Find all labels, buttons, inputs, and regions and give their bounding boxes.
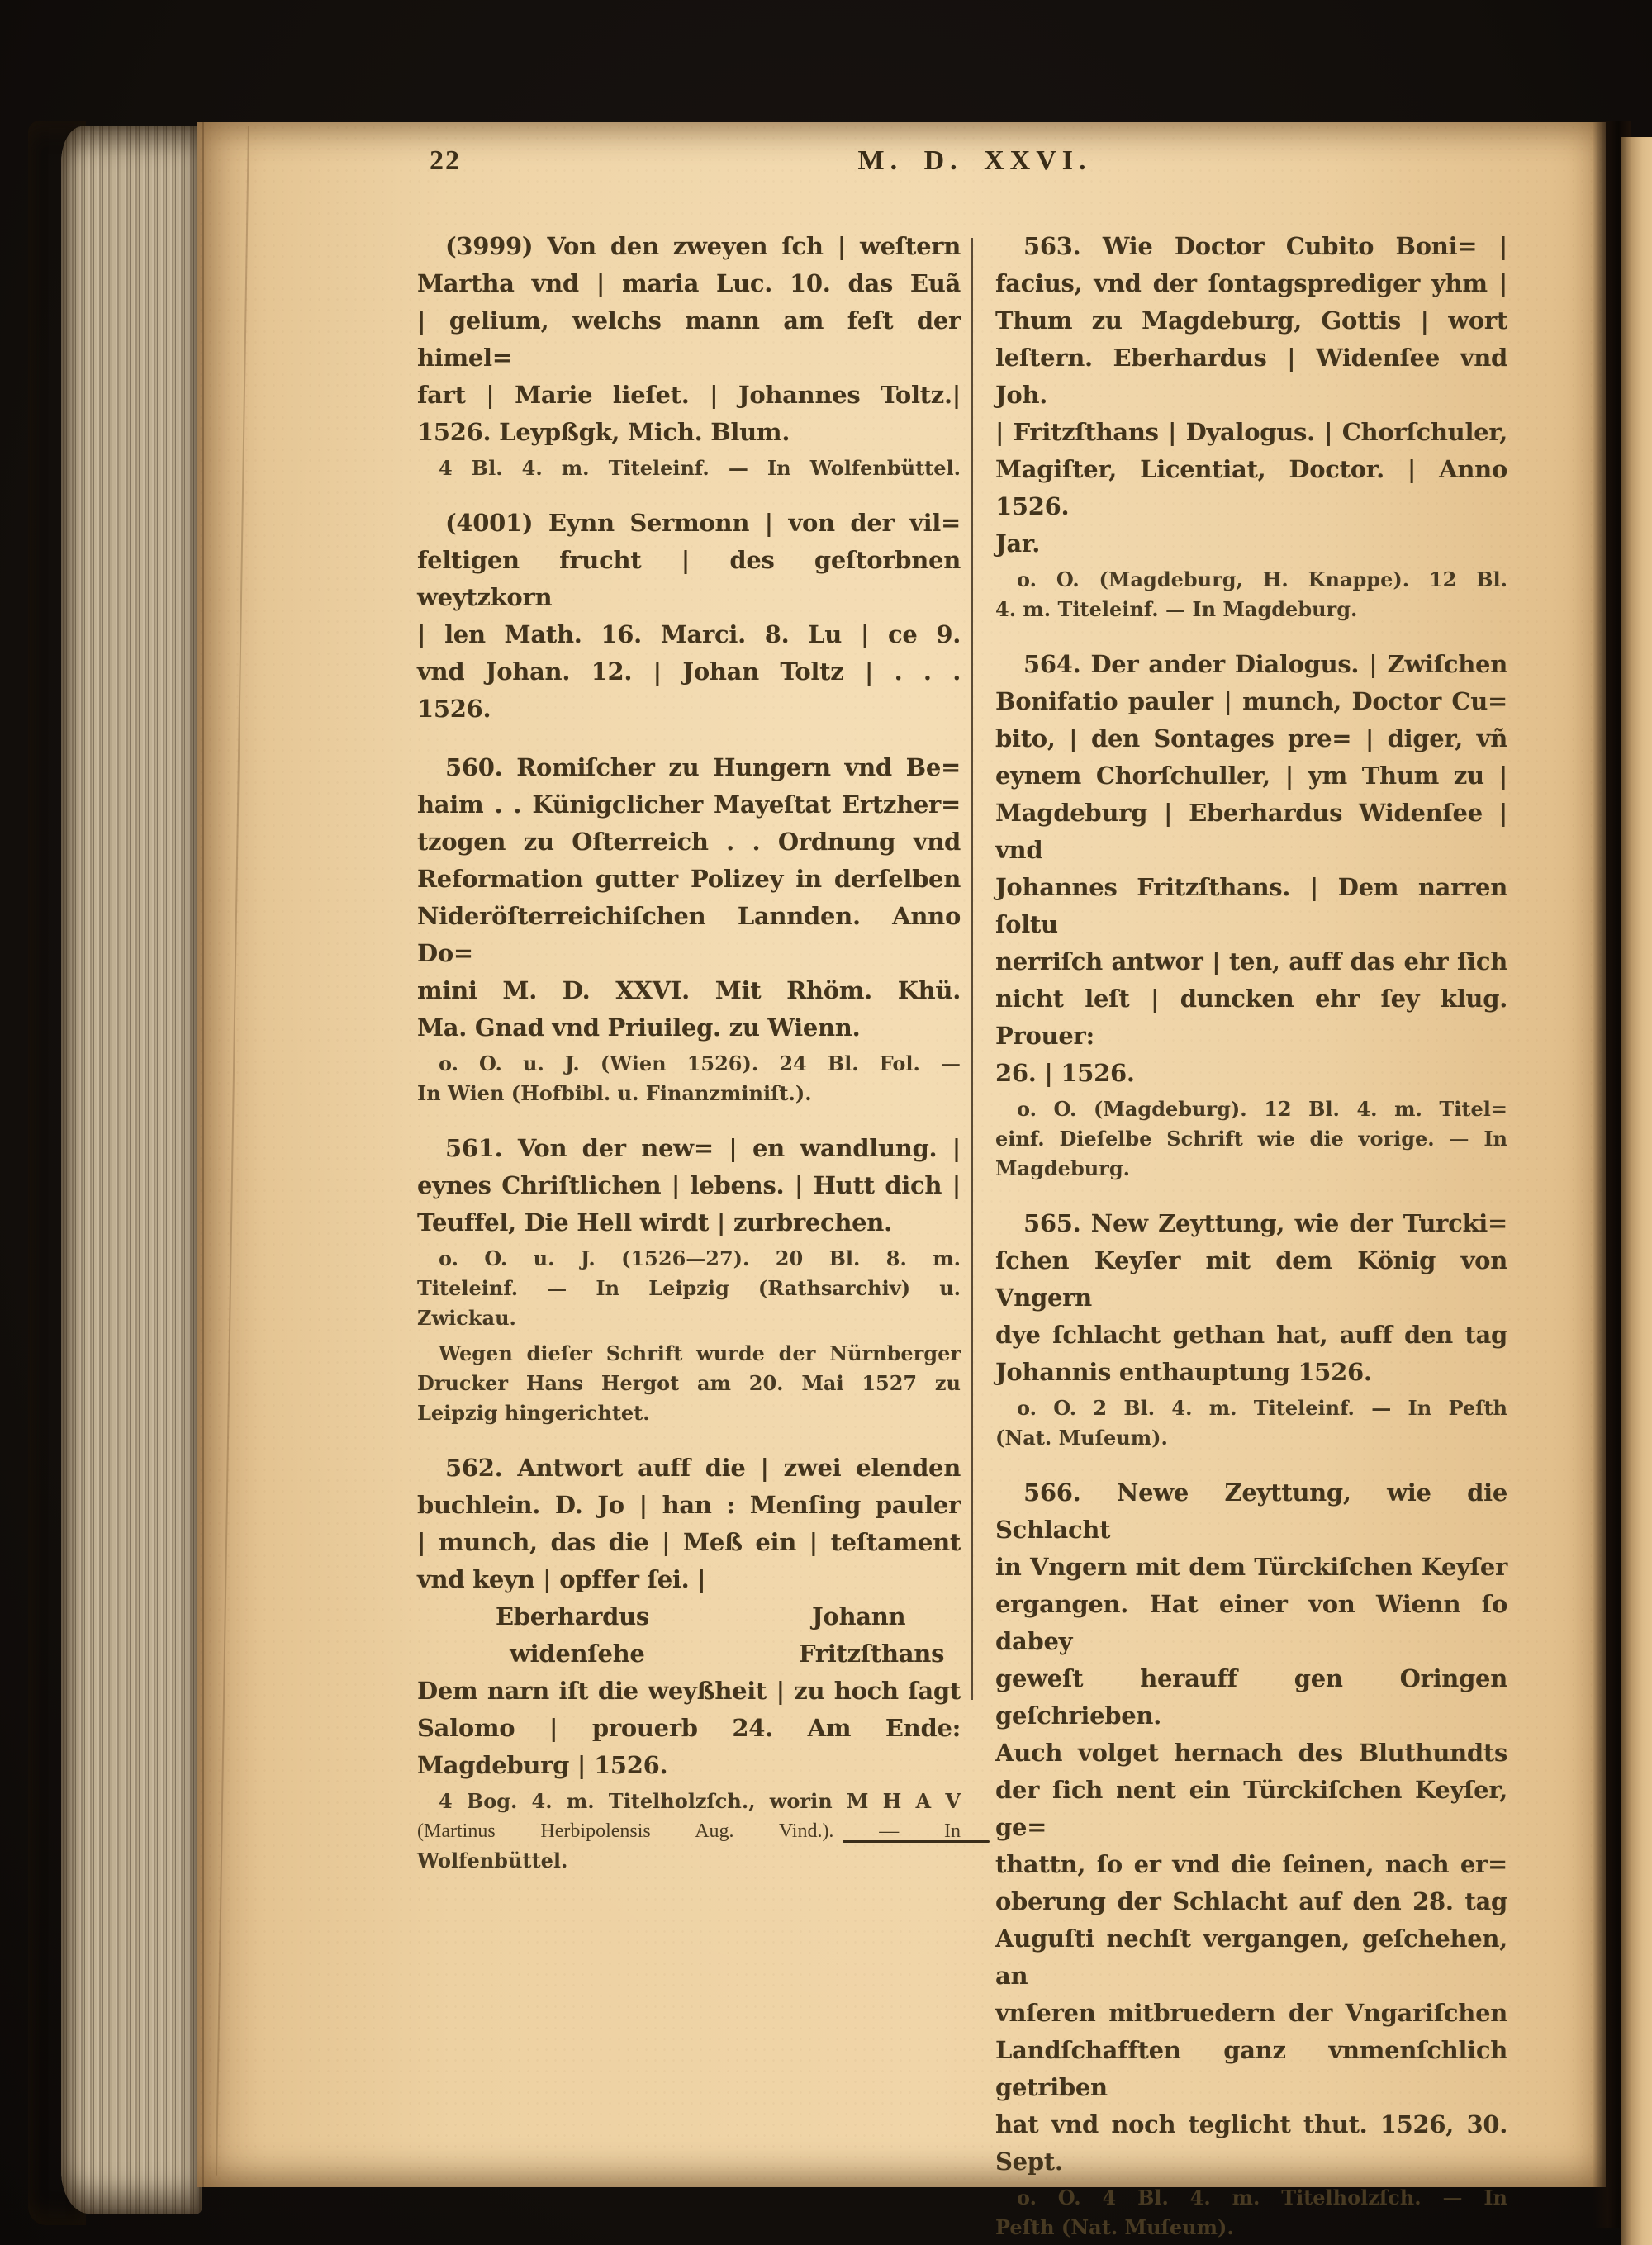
- text-line: ergangen. Hat einer von Wienn ſo dabey: [995, 1590, 1507, 1655]
- entry-note: [995, 565, 1507, 624]
- column-divider-rule: [971, 238, 973, 1700]
- text-line: Magiſter, Licentiat, Doctor. | Anno 1526.: [995, 455, 1507, 520]
- text-line: nerriſch antwor | ten, auff das ehr ſich: [995, 947, 1507, 975]
- note-line: o. O. (Magdeburg, H. Knappe). 12 Bl.: [1017, 567, 1507, 591]
- text-line: dye ſchlacht gethan hat, auff den tag: [995, 1321, 1507, 1349]
- entry-note: [995, 2183, 1507, 2243]
- text-line: Auguſti nechſt vergangen, geſchehen, an: [995, 1925, 1507, 1990]
- entry-560: [417, 749, 961, 1108]
- entry-563: [995, 228, 1507, 624]
- note-line: Magdeburg.: [995, 1156, 1130, 1180]
- entry-3999: [417, 228, 961, 483]
- text-line: Jar.: [995, 529, 1041, 558]
- entry-note: [417, 453, 961, 483]
- text-line: oberung der Schlacht auf den 28. tag: [995, 1887, 1507, 1915]
- printer-names-row: [417, 1598, 961, 1635]
- text-line: geweſt herauff gen Oringen geſchrieben.: [995, 1664, 1507, 1730]
- page-crease: [216, 126, 249, 2176]
- note-line: (Nat. Muſeum).: [995, 1426, 1168, 1450]
- text-line: vnd keyn | opffer ſei. |: [417, 1565, 706, 1593]
- text-line: hat vnd noch teglicht thut. 1526, 30. Sept.: [995, 2110, 1507, 2176]
- note-line: Peſth (Nat. Muſeum).: [995, 2215, 1234, 2239]
- text-line: | munch, das die | Meß ein | teſtament: [417, 1528, 961, 1556]
- note-line: o. O. u. J. (Wien 1526). 24 Bl. Fol. —: [439, 1051, 961, 1075]
- note-line: o. O. u. J. (1526—27). 20 Bl. 8. m.: [439, 1246, 961, 1270]
- name-text: widenſehe: [510, 1640, 645, 1668]
- comment-line: Leipzig hingerichtet.: [417, 1401, 650, 1425]
- entry-note: [417, 1787, 961, 1876]
- text-line: eynem Chorſchuller, | ym Thum zu |: [995, 762, 1507, 790]
- text-line: 560. Romiſcher zu Hungern vnd Be=: [445, 753, 961, 781]
- name-text: Johann: [812, 1602, 906, 1630]
- entry-566: [995, 1474, 1507, 2243]
- note-line: o. O. (Magdeburg). 12 Bl. 4. m. Titel=: [1017, 1097, 1507, 1121]
- note-line: Wolfenbüttel.: [417, 1849, 568, 1872]
- text-line: bito, | den Sontages pre= | diger, vñ: [995, 724, 1507, 752]
- text-line: Dem narn iſt die weyßheit | zu hoch ſagt: [417, 1677, 961, 1705]
- text-line: Martha vnd | maria Luc. 10. das Euã: [417, 269, 961, 297]
- text-line: (4001) Eynn Sermonn | von der vil=: [445, 509, 961, 537]
- text-line: 563. Wie Doctor Cubito Boni= |: [1023, 232, 1507, 260]
- text-line: 564. Der ander Dialogus. | Zwiſchen: [1023, 650, 1507, 678]
- text-line: Johannes Fritzſthans. | Dem narren ſoltu: [995, 873, 1507, 938]
- book-page: [197, 122, 1606, 2239]
- text-line: 562. Antwort auff die | zwei elenden: [445, 1454, 961, 1482]
- text-line: mini M. D. XXVI. Mit Rhöm. Khü.: [417, 976, 961, 1004]
- comment-line: Wegen dieſer Schrift wurde der Nürnberger: [439, 1341, 961, 1365]
- text-line: thattn, ſo er vnd die ſeinen, nach er=: [995, 1850, 1507, 1878]
- entry-comment: [417, 1339, 961, 1428]
- name-text: Eberhardus: [496, 1602, 649, 1630]
- text-line: Bonifatio pauler | munch, Doctor Cu=: [995, 687, 1507, 715]
- text-line: vnd Johan. 12. | Johan Toltz | . . .: [417, 657, 961, 686]
- text-line: fart | Marie lieſet. | Johannes Toltz.|: [417, 381, 961, 409]
- text-line: leſtern. Eberhardus | Widenſee vnd Joh.: [995, 344, 1507, 409]
- printer-names-row: [417, 1635, 961, 1673]
- right-column: [995, 228, 1507, 2243]
- text-line: 1526.: [417, 695, 491, 723]
- entry-note: [417, 1049, 961, 1108]
- entry-note: [995, 1094, 1507, 1184]
- text-line: Magdeburg | 1526.: [417, 1751, 668, 1779]
- text-line: Ma. Gnad vnd Priuileg. zu Wienn.: [417, 1013, 861, 1042]
- note-line: 4 Bl. 4. m. Titeleinf. — In Wolfenbüttel.: [439, 456, 961, 480]
- comment-line: Drucker Hans Hergot am 20. Mai 1527 zu: [417, 1371, 961, 1395]
- text-line: 561. Von der new= | en wandlung. |: [445, 1134, 961, 1162]
- text-line: Johannis enthauptung 1526.: [995, 1358, 1372, 1386]
- entry-note: [995, 1393, 1507, 1453]
- text-line: feltigen frucht | des geſtorbnen weytzkorn: [417, 546, 961, 611]
- note-line: Titeleinf. — In Leipzig (Rathsarchiv) u.: [417, 1276, 961, 1300]
- text-line: eynes Chriſtlichen | lebens. | Hutt dich |: [417, 1171, 961, 1199]
- text-line: Salomo | prouerb 24. Am Ende:: [417, 1714, 961, 1742]
- entry-note: [417, 1244, 961, 1333]
- text-line: nicht leſt | duncken ehr ſey klug. Prouer:: [995, 985, 1507, 1050]
- text-line: | Fritzſthans | Dyalogus. | Chorſchuler,: [995, 418, 1507, 446]
- text-line: vnſeren mitbruedern der Vngariſchen: [995, 1999, 1507, 2027]
- note-line: Zwickau.: [417, 1306, 516, 1330]
- note-line: 4. m. Titeleinf. — In Magdeburg.: [995, 597, 1358, 621]
- text-line: Landſchafften ganz vnmenſchlich getriben: [995, 2036, 1507, 2101]
- text-line: 566. Newe Zeyttung, wie die Schlacht: [995, 1478, 1507, 1544]
- text-line: der ſich nent ein Türckiſchen Keyſer, ge=: [995, 1776, 1507, 1841]
- text-line: in Vngern mit dem Türckiſchen Keyſer: [995, 1553, 1507, 1581]
- note-line: einf. Dieſelbe Schrift wie die vorige. — In: [995, 1127, 1507, 1151]
- text-line: ſchen Keyſer mit dem König von Vngern: [995, 1246, 1507, 1312]
- note-line: (Martinus Herbipolensis Aug. Vind.). — In: [417, 1820, 961, 1842]
- text-line: facius, vnd der ſontagsprediger yhm |: [995, 269, 1507, 297]
- entry-565: [995, 1205, 1507, 1453]
- page-edge-seam: [202, 122, 204, 2187]
- text-line: | gelium, welchs mann am feſt der himel=: [417, 306, 961, 372]
- text-line: (3999) Von den zweyen ſch | weſtern: [445, 232, 961, 260]
- note-line: o. O. 4 Bl. 4. m. Titelholzſch. — In: [1017, 2186, 1507, 2209]
- text-line: Nideröſterreichiſchen Lannden. Anno Do=: [417, 902, 961, 967]
- text-line: 565. New Zeyttung, wie der Turcki=: [1023, 1209, 1507, 1237]
- entry-561: [417, 1130, 961, 1428]
- entry-562: [417, 1450, 961, 1876]
- running-title: M. D. XXVI.: [857, 145, 1092, 176]
- text-line: Thum zu Magdeburg, Gottis | wort: [995, 306, 1507, 335]
- text-line: Magdeburg | Eberhardus Widenſee | vnd: [995, 799, 1507, 864]
- page-stack-fore-edge: [61, 126, 202, 2214]
- page-number: 22: [430, 145, 461, 176]
- entry-564: [995, 646, 1507, 1184]
- text-line: Reformation gutter Polizey in derſelben: [417, 865, 961, 893]
- entry-4001: [417, 505, 961, 728]
- text-line: tzogen zu Oſterreich . . Ordnung vnd: [417, 828, 961, 856]
- facing-page-sliver: [1621, 137, 1652, 2245]
- text-line: Auch volget hernach des Bluthundts: [995, 1739, 1507, 1767]
- text-line: 1526. Leypßgk, Mich. Blum.: [417, 418, 790, 446]
- text-line: haim . . Künigclicher Mayeſtat Ertzher=: [417, 790, 961, 819]
- text-line: | len Math. 16. Marci. 8. Lu | ce 9.: [417, 620, 961, 648]
- note-line: In Wien (Hofbibl. u. Finanzminiſt.).: [417, 1081, 812, 1105]
- text-line: buchlein. D. Jo | han : Menſing pauler: [417, 1491, 961, 1519]
- name-text: Fritzſthans: [799, 1640, 945, 1668]
- note-line: o. O. 2 Bl. 4. m. Titeleinf. — In Peſth: [1017, 1396, 1507, 1420]
- left-column: [417, 228, 961, 1876]
- text-line: 26. | 1526.: [995, 1059, 1135, 1087]
- text-line: Teuffel, Die Hell wirdt | zurbrechen.: [417, 1208, 892, 1236]
- note-line: 4 Bog. 4. m. Titelholzſch., worin M H A V: [439, 1789, 961, 1813]
